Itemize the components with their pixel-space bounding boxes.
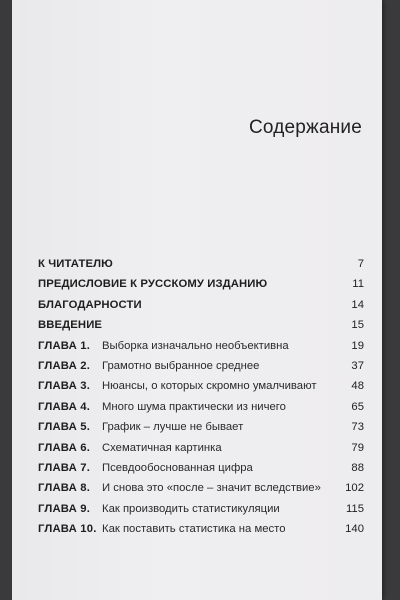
chapter-title: График – лучше не бывает [102,421,244,434]
chapter-page: 37 [351,359,364,372]
chapter-page: 48 [351,380,364,393]
chapter-page: 140 [345,523,364,536]
toc-entry-label: ПРЕДИСЛОВИЕ К РУССКОМУ ИЗДАНИЮ [38,278,268,291]
toc-entry-label: К ЧИТАТЕЛЮ [38,258,113,270]
chapter-title: Как поставить статистика на место [102,523,286,536]
chapter-number: ГЛАВА 5. [38,421,91,434]
toc-entry-chapter-1 [38,340,364,360]
chapter-number: ГЛАВА 6. [38,441,91,454]
toc-entry-chapter-6 [38,442,364,462]
book-page [12,0,382,600]
chapter-number: ГЛАВА 9. [38,502,91,515]
chapter-title: Схематичная картинка [102,441,222,454]
chapter-number: ГЛАВА 7. [38,461,91,474]
chapter-title: Нюансы, о которых скромно умалчивают [102,380,317,393]
toc-entry-chapter-3 [38,380,364,400]
toc-entry-page: 7 [357,258,364,270]
chapter-number: ГЛАВА 8. [38,482,91,495]
toc-entry-chapter-7 [38,462,364,482]
toc-entry-to-reader [38,258,364,278]
toc-entry-preface [38,278,364,298]
chapter-number: ГЛАВА 1. [38,339,91,352]
table-of-contents [38,258,364,543]
toc-entry-chapter-4 [38,401,364,421]
chapter-title: Грамотно выбранное среднее [102,359,260,372]
toc-entry-label: ВВЕДЕНИЕ [38,319,103,332]
chapter-number: ГЛАВА 3. [38,380,91,393]
chapter-title: Как производить статистикуляции [102,502,280,515]
chapter-title: Выборка изначально необъективна [102,339,289,352]
chapter-number: ГЛАВА 10. [38,523,97,536]
toc-entry-page: 14 [351,298,364,311]
toc-entry-page: 11 [352,278,364,291]
chapter-title: И снова это «после – значит вследствие» [102,482,321,495]
chapter-title: Много шума практически из ничего [102,400,286,413]
chapter-title: Псевдообоснованная цифра [102,461,253,474]
chapter-page: 65 [351,400,364,413]
chapter-page: 102 [345,482,364,495]
chapter-page: 88 [351,461,364,474]
chapter-number: ГЛАВА 2. [38,359,91,372]
chapter-page: 115 [345,502,364,515]
toc-entry-introduction [38,319,364,339]
toc-entry-chapter-8 [38,482,364,502]
chapter-page: 79 [351,441,364,454]
toc-entry-acknowledgements [38,299,364,319]
toc-entry-label: БЛАГОДАРНОСТИ [38,298,142,311]
toc-entry-chapter-9 [38,503,364,523]
toc-entry-chapter-2 [38,360,364,380]
chapter-number: ГЛАВА 4. [38,400,91,413]
toc-entry-chapter-10 [38,523,364,543]
toc-entry-page: 15 [351,319,364,332]
chapter-page: 73 [351,421,364,434]
toc-entry-chapter-5 [38,421,364,441]
page-title: Содержание [248,117,362,138]
chapter-page: 19 [351,339,364,352]
